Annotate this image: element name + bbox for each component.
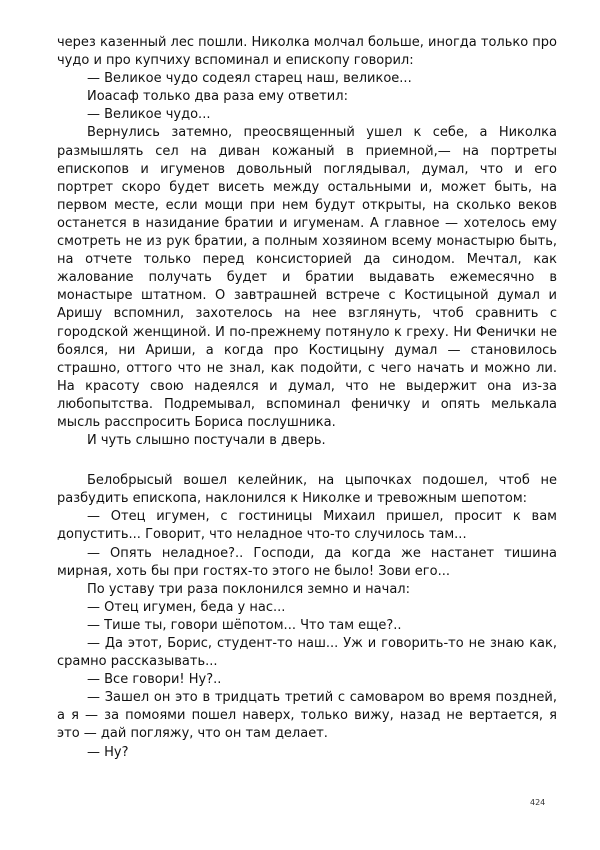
paragraph: — Зашел он это в тридцать третий с самоваром во время поздней, а я — за помоями пошел наверх, только вижу, назад не вертается, я это — дай погляжу, что он там делает.: [57, 690, 557, 742]
paragraph: Белобрысый вошел келейник, на цыпочках подошел, чтоб не разбудить епископа, наклонился к Николке и тревожным шепотом:: [57, 473, 557, 507]
page-body: [57, 34, 557, 762]
paragraph: — Великое чудо...: [87, 107, 211, 123]
paragraph: — Опять неладное?.. Господи, да когда же настанет тишина мирная, хоть бы при гостях-то этого не было! Зови его...: [57, 545, 557, 579]
paragraph: И чуть слышно постучали в дверь.: [87, 433, 326, 449]
paragraph: — Да этот, Борис, студент-то наш... Уж и говорить-то не знаю как, срамно рассказывать...: [57, 636, 557, 670]
paragraph: через казенный лес пошли. Николка молчал больше, иногда только про чудо и про купчиху вспоминал и епископу говорил:: [57, 35, 558, 69]
page-number: 424: [530, 798, 546, 807]
section-break: [57, 450, 557, 472]
paragraph: Иоасаф только два раза ему ответил:: [87, 89, 348, 105]
paragraph: — Все говори! Ну?..: [87, 672, 222, 688]
paragraph: — Отец игумен, с гостиницы Михаил пришел, просит к вам допустить... Говорит, что неладное что-то случилось там...: [57, 509, 557, 543]
paragraph: Вернулись затемно, преосвященный ушел к себе, а Николка размышлять сел на диван кожаный в приемной,— на портреты епископов и игуменов довольный поглядывал, думал, что и его портрет скоро будет висеть между остальными и, может быть, на первом месте, если мощи при нем будут открыты, на сколько веков останется в назидание братии и игуменам. А главное — хотелось ему смотреть не из рук братии, а полным хозяином всему монастырю быть, на отчете только перед консисторией да синодом. Мечтал, как жалование получать будет и братии выдавать ежемесячно в монастыре штатном. О завтрашней встрече с Костицыной думал и Аришу вспомнил, захотелось на нее взглянуть, чтоб сравнить с городской женщиной. И по-прежнему потянуло к греху. Ни Фенички не боялся, ни Ариши, а когда про Костицыну думал — становилось страшно, оттого что не знал, как подойти, с чего начать и можно ли. На красоту свою надеялся и думал, что не выдержит она из-за любопытства. Подремывал, вспоминал феничку и опять мелькала мысль расспросить Бориса послушника.: [57, 125, 557, 430]
paragraph: — Великое чудо содеял старец наш, великое...: [87, 71, 412, 87]
paragraph: — Отец игумен, беда у нас...: [87, 599, 286, 615]
paragraph: — Ну?: [87, 744, 129, 760]
paragraph: По уставу три раза поклонился земно и начал:: [87, 581, 410, 597]
paragraph: — Тише ты, говори шёпотом... Что там еще?..: [87, 617, 402, 633]
